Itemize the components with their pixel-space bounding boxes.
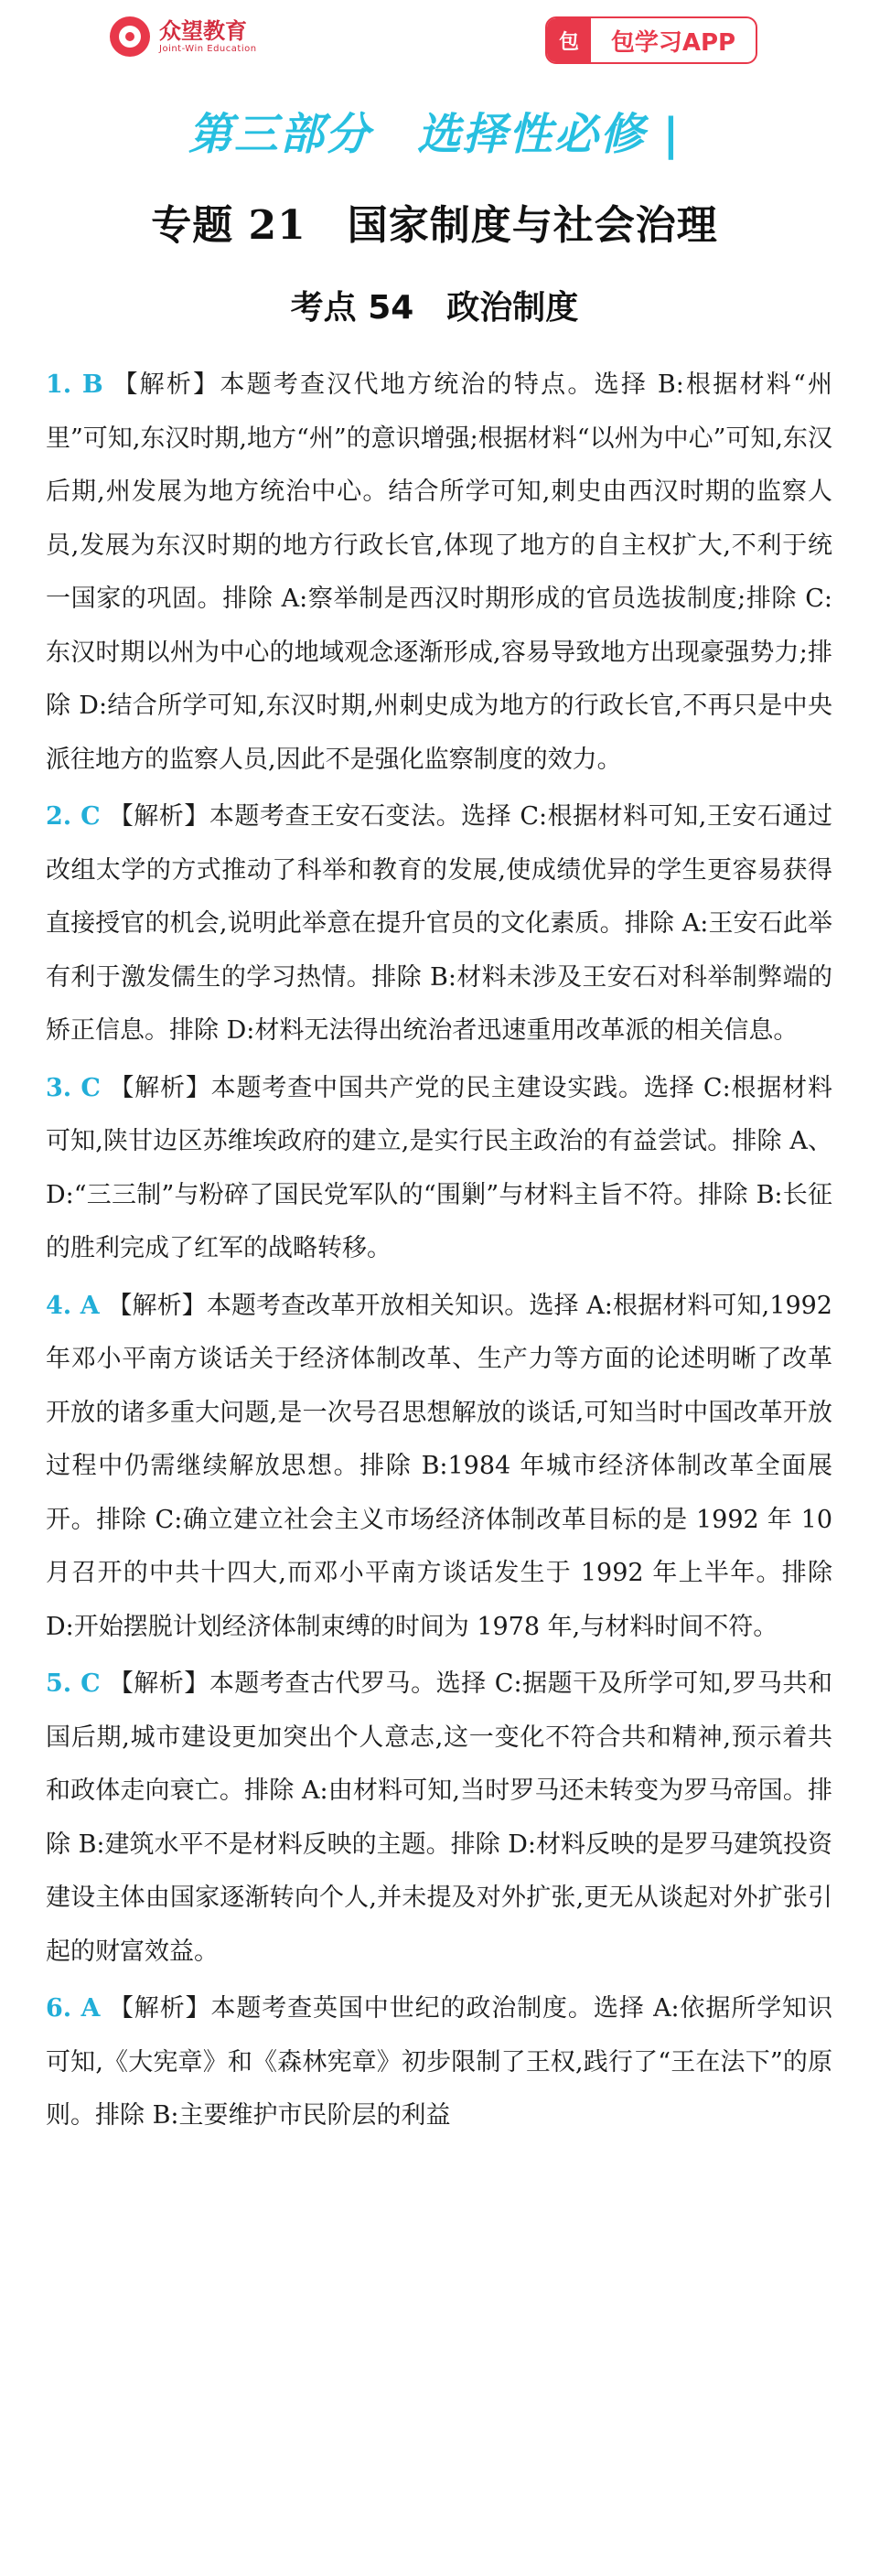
answer-number: 1. B — [46, 370, 103, 399]
answer-text: 【解析】本题考查中国共产党的民主建设实践。选择 C:根据材料可知,陕甘边区苏维埃政府的建立,是实行民主政治的有益尝试。排除 A、D:“三三制”与粉碎了国民党军队的“围剿”与材料主旨不符。排除 B:长征的胜利完成了红军的战略转移。 — [46, 1073, 832, 1262]
answer-text: 【解析】本题考查古代罗马。选择 C:据题干及所学可知,罗马共和国后期,城市建设更加突出个人意志,这一变化不符合共和精神,预示着共和政体走向衰亡。排除 A:由材料可知,当时罗马还未转变为罗马帝国。排除 B:建筑水平不是材料反映的主题。排除 D:材料反映的是罗马建筑投资建设主体由国家逐渐转向个人,并未提及对外扩张,更无从谈起对外扩张引起的财富效益。 — [46, 1669, 833, 1966]
part-title: 第三部分 选择性必修 | — [188, 109, 681, 160]
answer-list — [46, 359, 832, 2147]
topic-title: 专题 21 国家制度与社会治理 — [151, 202, 718, 249]
page-header — [0, 0, 869, 82]
brand-logo-icon — [110, 16, 150, 57]
app-label: 包学习APP — [610, 28, 736, 57]
answer-number: 5. C — [46, 1669, 101, 1698]
answer-item — [46, 1062, 832, 1276]
app-logo-icon: 包 — [547, 18, 591, 62]
answer-text: 【解析】本题考查王安石变法。选择 C:根据材料可知,王安石通过改组太学的方式推动了科举和教育的发展,使成绩优异的学生更容易获得直接授官的机会,说明此举意在提升官员的文化素质。排除 A:王安石此举有利于激发儒生的学习热情。排除 B:材料未涉及王安石对科举制弊端的矫正信息。排除 D:材料无法得出统治者迅速重用改革派的相关信息。 — [46, 802, 833, 1045]
answer-text: 【解析】本题考查汉代地方统治的特点。选择 B:根据材料“州里”可知,东汉时期,地方“州”的意识增强;根据材料“以州为中心”可知,东汉后期,州发展为地方统治中心。结合所学可知,刺史由西汉时期的监察人员,发展为东汉时期的地方行政长官,体现了地方的自主权扩大,不利于统一国家的巩固。排除 A:察举制是西汉时期形成的官员选拔制度;排除 C:东汉时期以州为中心的地域观念逐渐形成,容易导致地方出现豪强势力;排除 D:结合所学可知,东汉时期,州刺史成为地方的行政长官,不再只是中央派往地方的监察人员,因此不是强化监察制度的效力。 — [46, 370, 832, 774]
point-title: 考点 54 政治制度 — [290, 289, 579, 327]
answer-item — [46, 1658, 832, 1979]
answer-text: 【解析】本题考查英国中世纪的政治制度。选择 A:依据所学知识可知,《大宪章》和《森林宪章》初步限制了王权,践行了“王在法下”的原则。排除 B:主要维护市民阶层的利益 — [46, 1994, 832, 2130]
brand-logo — [110, 16, 257, 57]
answer-number: 2. C — [46, 802, 101, 831]
answer-item — [46, 359, 832, 787]
answer-item — [46, 1982, 832, 2143]
brand-subtitle: Joint-Win Education — [159, 43, 257, 54]
app-badge — [545, 16, 757, 64]
answer-number: 4. A — [46, 1291, 100, 1320]
answer-text: 【解析】本题考查改革开放相关知识。选择 A:根据材料可知,1992 年邓小平南方谈话关于经济体制改革、生产力等方面的论述明晰了改革开放的诸多重大问题,是一次号召思想解放的谈话,可知当时中国改革开放过程中仍需继续解放思想。排除 B:1984 年城市经济体制改革全面展开。排除 C:确立建立社会主义市场经济体制改革目标的是 1992 年 10 月召开的中共十四大,而邓小平南方谈话发生于 1992 年上半年。排除 D:开始摆脱计划经济体制束缚的时间为 1978 年,与材料时间不符。 — [46, 1291, 832, 1641]
brand-name: 众望教育 — [159, 18, 247, 45]
answer-item — [46, 1280, 832, 1655]
answer-number: 3. C — [46, 1073, 101, 1102]
answer-number: 6. A — [46, 1994, 101, 2023]
answer-item — [46, 790, 832, 1058]
